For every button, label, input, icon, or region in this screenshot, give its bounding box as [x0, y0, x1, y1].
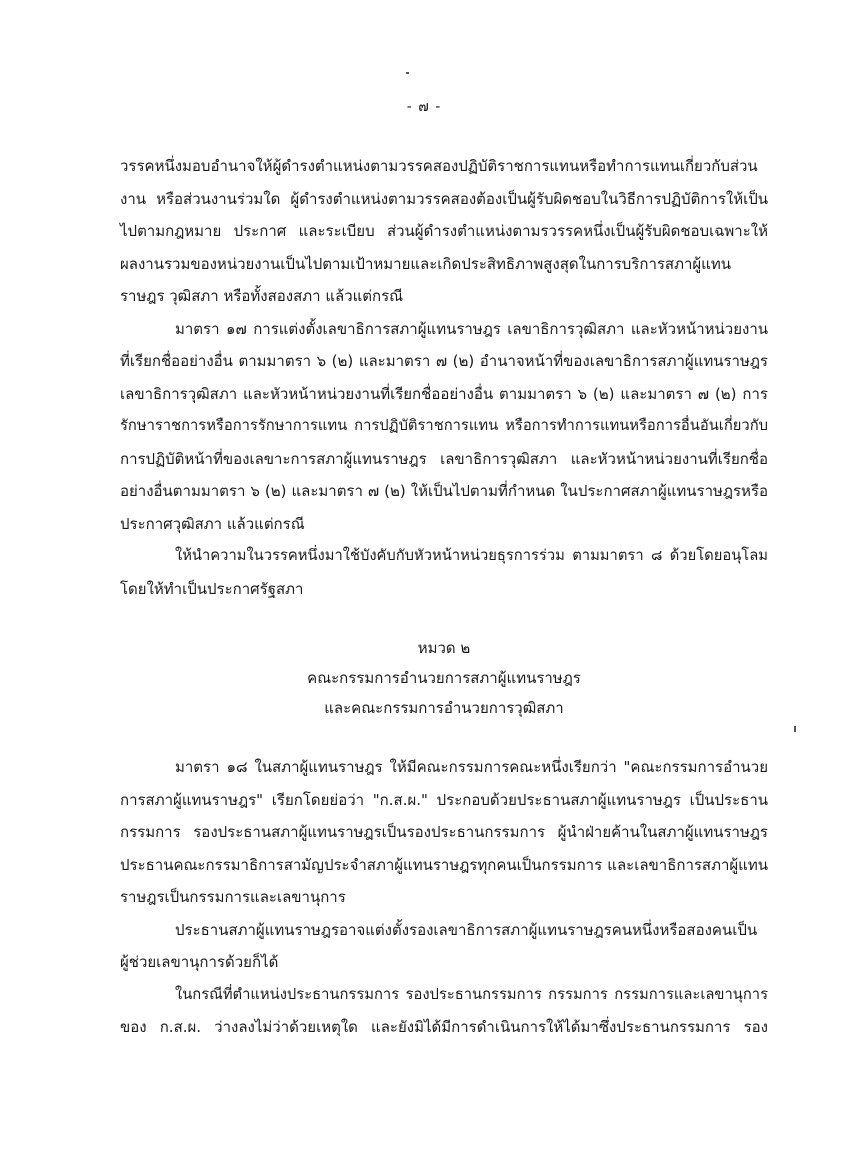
text-line: ราษฎรเป็นกรรมการและเลขานุการ [120, 888, 346, 906]
text-line: ประกาศวุฒิสภา แล้วแต่กรณี [120, 514, 305, 533]
text-line: งาน หรือส่วนงานร่วมใด ผู้ดำรงตำแหน่งตามวรรคสองต้องเป็นผู้รับผิดชอบในวิธีการปฏิบัติการให้เป็น [120, 189, 768, 208]
chapter-title-line-2: และคณะกรรมการอำนวยการวุฒิสภา [324, 699, 564, 717]
section-17 [120, 313, 768, 541]
text-line: ที่เรียกชื่ออย่างอื่น ตามมาตรา ๖ (๒) และมาตรา ๗ (๒) อำนาจหน้าที่ของเลขาธิการสภาผู้แทนราษฎร [120, 352, 768, 370]
text-line: มาตรา ๑๗ การแต่งตั้งเลขาธิการสภาผู้แทนราษฎร เลขาธิการวุฒิสภา และหัวหน้าหน่วยงาน [175, 319, 768, 338]
text-line: มาตรา ๑๘ ในสภาผู้แทนราษฎร ให้มีคณะกรรมการคณะหนึ่งเรียกว่า "คณะกรรมการอำนวย [175, 758, 768, 776]
text-line: อย่างอื่นตามมาตรา ๖ (๒) และมาตรา ๗ (๒) ให้เป็นไปตามที่กำหนด ในประกาศสภาผู้แทนราษฎรหรือ [120, 482, 768, 500]
text-line: ของ ก.ส.ผ. ว่างลงไม่ว่าด้วยเหตุใด และยังมิได้มีการดำเนินการให้ได้มาซึ่งประธานกรรมการ รอง [120, 1018, 768, 1036]
section-18-paragraph-3 [120, 979, 768, 1044]
page-number: - ๗ - [406, 99, 442, 115]
chapter-heading [120, 633, 768, 723]
text-line: การปฏิบัติหน้าที่ของเลขาะการสภาผู้แทนราษฎร เลขาธิการวุฒิสภา และหัวหน้าหน่วยงานที่เรียกชื่อ [120, 449, 768, 468]
text-line: ผู้ช่วยเลขานุการด้วยก็ได้ [120, 953, 279, 971]
text-line: การสภาผู้แทนราษฎร" เรียกโดยย่อว่า "ก.ส.ผ." ประกอบด้วยประธานสภาผู้แทนราษฎร เป็นประธาน [120, 790, 768, 809]
document-body [120, 150, 768, 1044]
text-line: เลขาธิการวุฒิสภา และหัวหน้าหน่วยงานที่เรียกชื่ออย่างอื่น ตามมาตรา ๖ (๒) และมาตรา ๗ (๒) การ [120, 384, 768, 403]
section-17-paragraph-2 [120, 540, 768, 605]
scan-speck [406, 72, 409, 74]
scan-speck [794, 726, 796, 732]
text-line: ประธานคณะกรรมาธิการสามัญประจำสภาผู้แทนราษฎรทุกคนเป็นกรรมการ และเลขาธิการสภาผู้แทน [120, 855, 768, 874]
chapter-number: หมวด ๒ [417, 639, 471, 657]
section-18 [120, 751, 768, 914]
text-line: โดยให้ทำเป็นประกาศรัฐสภา [120, 579, 304, 598]
text-line: ให้นำความในวรรคหนึ่งมาใช้บังคับกับหัวหน้าหน่วยธุรการร่วม ตามมาตรา ๘ ด้วยโดยอนุโลม [175, 547, 768, 564]
paragraph-continuation [120, 150, 768, 313]
text-line: กรรมการ รองประธานสภาผู้แทนราษฎรเป็นรองประธานกรรมการ ผู้นำฝ่ายค้านในสภาผู้แทนราษฎร [120, 823, 768, 841]
text-line: ในกรณีที่ตำแหน่งประธานกรรมการ รองประธานกรรมการ กรรมการ กรรมการและเลขานุการ [175, 985, 768, 1003]
text-line: ผลงานรวมของหน่วยงานเป็นไปตามเป้าหมายและเกิดประสิทธิภาพสูงสุดในการบริการสภาผู้แทน [120, 254, 731, 273]
text-line: วรรคหนึ่งมอบอำนาจให้ผู้ดำรงตำแหน่งตามวรรคสองปฏิบัติราชการแทนหรือทำการแทนเกี่ยวกับส่วน [120, 157, 758, 175]
text-line: ประธานสภาผู้แทนราษฎรอาจแต่งตั้งรองเลขาธิการสภาผู้แทนราษฎรคนหนึ่งหรือสองคนเป็น [175, 920, 758, 939]
text-line: ราษฎร วุฒิสภา หรือทั้งสองสภา แล้วแต่กรณี [120, 287, 404, 305]
text-line: ไปตามกฎหมาย ประกาศ และระเบียบ ส่วนผู้ดำรงตำแหน่งตามรวรรคหนึ่งเป็นผู้รับผิดชอบเฉพาะให้ [120, 222, 768, 240]
section-18-paragraph-2 [120, 914, 768, 979]
chapter-title-line-1: คณะกรรมการอำนวยการสภาผู้แทนราษฎร [307, 669, 581, 687]
text-line: รักษาราชการหรือการรักษาการแทน การปฏิบัติราชการแทน หรือการทำการแทนหรือการอื่นอันเกี่ยวกับ [120, 417, 768, 434]
